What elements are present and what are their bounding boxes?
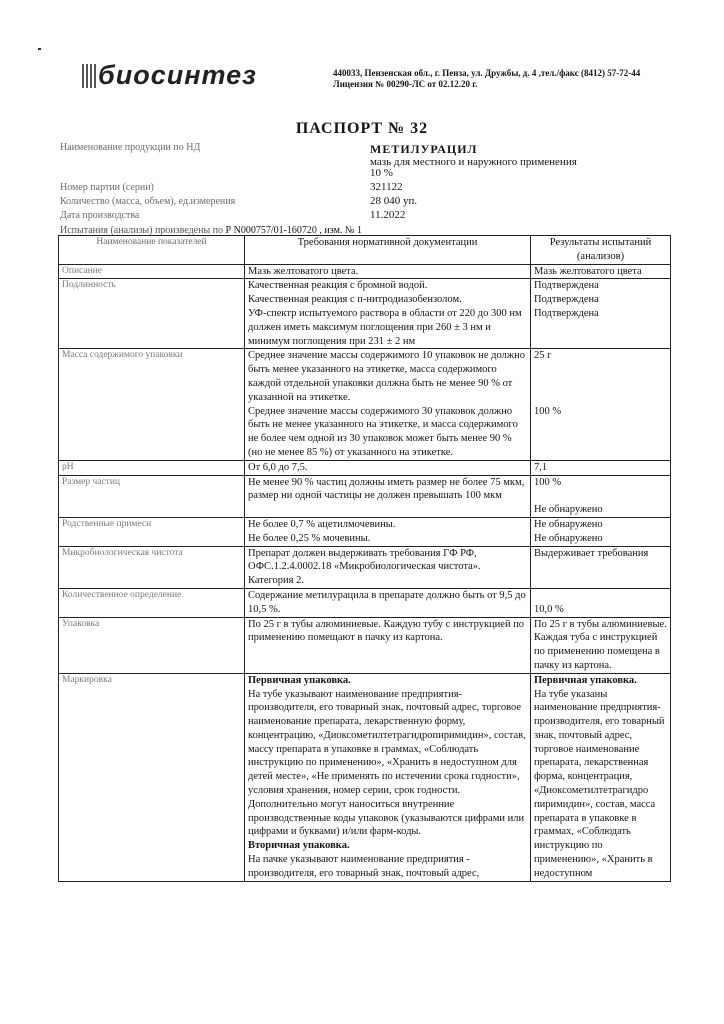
table-row <box>59 349 671 460</box>
result-cell <box>531 475 671 517</box>
indicator-name: Микробиологическая чистота <box>59 546 245 588</box>
product-name: МЕТИЛУРАЦИЛ <box>370 142 478 156</box>
result-cell <box>531 588 671 617</box>
company-license: Лицензия № 00290-ЛС от 02.12.20 г. <box>333 79 478 89</box>
result-text: Подтверждена <box>534 294 599 306</box>
table-row <box>59 588 671 617</box>
company-logo <box>98 60 257 91</box>
requirement-cell <box>245 546 531 588</box>
requirement-text: Качественная реакция с п-нитродиазобензолом. <box>248 294 462 306</box>
requirement-subheading: Первичная упаковка. <box>248 674 351 686</box>
requirement-cell <box>245 264 531 279</box>
result-cell <box>531 617 671 673</box>
column-header-indicator: Наименование показателей <box>59 236 245 265</box>
requirement-cell <box>245 588 531 617</box>
tests-prefix: Испытания (анализы) произведены по <box>60 225 224 236</box>
quantity-label: Количество (масса, объем), ед.измерения <box>60 196 236 207</box>
table-header-row <box>59 236 671 265</box>
requirement-text: Качественная реакция с бромной водой. <box>248 280 428 292</box>
requirement-text: Не более 0,25 % мочевины. <box>248 532 371 544</box>
result-text: 100 % <box>534 476 562 488</box>
quantity-value: 28 040 уп. <box>370 195 418 207</box>
batch-value: 321122 <box>370 181 403 193</box>
result-cell <box>531 673 671 881</box>
requirement-text: Не менее 90 % частиц должны иметь размер не более 75 мкм, размер ни одной частицы не должен превышать 100 мкм <box>248 476 525 502</box>
column-header-requirements: Требования нормативной документации <box>245 236 531 265</box>
requirement-text: На тубе указывают наименование предприятия-производителя, его товарный знак, почтовый адрес, торговое наименование препарата, лекарственную форму, концентрацию, «Диоксометилтетрагидропиримидин», состав, массу препарата в упаковке в граммах, «Соблюдать инструкцию по применению», «Хранить в недоступном для детей месте», «Не применять по истечении срока годности», условия хранения, номер серии, срок годности. <box>248 688 526 797</box>
result-text: Не обнаружено <box>534 504 603 516</box>
table-row <box>59 475 671 517</box>
result-text: По 25 г в тубы алюминиевые. Каждая туба с инструкцией по применению помещена в пачку из картона. <box>534 618 667 671</box>
indicator-name: Масса содержимого упаковки <box>59 349 245 460</box>
requirement-text: Препарат должен выдерживать требования ГФ РФ, ОФС.1.2.4.0002.18 «Микробиологическая чистота». Категория 2. <box>248 547 481 587</box>
table-row <box>59 460 671 475</box>
column-header-results: Результаты испытаний (анализов) <box>531 236 671 265</box>
production-date-label: Дата производства <box>60 210 140 221</box>
result-cell <box>531 517 671 546</box>
result-cell <box>531 349 671 460</box>
result-subheading: Первичная упаковка. <box>534 674 637 686</box>
requirement-text: Среднее значение массы содержимого 10 упаковок не должно быть менее указанного на этикетке, масса содержимого каждой отдельной упаковки должна быть не менее 90 % от указанной на этикетке. <box>248 350 525 403</box>
indicator-name: Маркировка <box>59 673 245 881</box>
requirement-text: От 6,0 до 7,5. <box>248 461 308 473</box>
indicator-name: Количественное определение <box>59 588 245 617</box>
requirement-text: Дополнительно могут наноситься внутренние производственные коды упаковок (указываются цифрами или цифрами и буквами) и/или фарм-коды. <box>248 798 525 838</box>
company-address: 440033, Пензенская обл., г. Пенза, ул. Дружбы, д. 4 ,тел./факс (8412) 57-72-44 <box>333 68 641 78</box>
batch-label: Номер партии (серии) <box>60 182 154 193</box>
requirement-text: По 25 г в тубы алюминиевые. Каждую тубу с инструкцией по применению помещают в пачку из картона. <box>248 618 525 644</box>
company-address-block <box>333 68 693 90</box>
requirement-text: Мазь желтоватого цвета. <box>248 265 359 277</box>
requirement-text: Среднее значение массы содержимого 30 упаковок должно быть не менее указанного на этикетке, и масса содержимого не более чем одной из 30 упаковок может быть менее 90 % (но не менее 85 %) от указанного на этикетке. <box>248 405 518 458</box>
requirement-text: Содержание метилурацила в препарате должно быть от 9,5 до 10,5 %. <box>248 589 526 615</box>
result-cell <box>531 546 671 588</box>
product-name-label: Наименование продукции по НД <box>60 142 201 153</box>
result-text: 25 г <box>534 350 552 362</box>
requirement-cell <box>245 349 531 460</box>
result-text: Подтверждена <box>534 307 599 319</box>
requirement-text: На пачке указывают наименование предприятия - производителя, его товарный знак, почтовый адрес, <box>248 854 480 879</box>
tests-doc-ref: Р N000757/01-160720 , изм. № 1 <box>225 225 362 236</box>
indicator-name: Упаковка <box>59 617 245 673</box>
result-cell <box>531 279 671 349</box>
company-name: биосинтез <box>98 60 257 90</box>
requirement-text: УФ-спектр испытуемого раствора в области от 220 до 300 нм должен иметь максимум поглощения при 260 ± 3 нм и минимум поглощения при 231 ± 2 нм <box>248 307 522 347</box>
result-text: 100 % <box>534 405 562 417</box>
result-text: 7,1 <box>534 461 548 473</box>
table-row <box>59 279 671 349</box>
requirement-cell <box>245 279 531 349</box>
result-text: Не обнаружено <box>534 532 603 544</box>
requirement-text: Не более 0,7 % ацетилмочевины. <box>248 518 396 530</box>
indicator-name: Описание <box>59 264 245 279</box>
result-cell <box>531 264 671 279</box>
table-row <box>59 546 671 588</box>
table-row <box>59 264 671 279</box>
result-text: 10,0 % <box>534 603 564 615</box>
page-title: ПАСПОРТ № 32 <box>295 120 429 137</box>
indicator-name: Подлинность <box>59 279 245 349</box>
requirement-cell <box>245 475 531 517</box>
result-text: Мазь желтоватого цвета <box>534 265 642 277</box>
result-text: На тубе указаны наименование предприятия-производителя, его товарный знак, почтовый адрес, торговое наименование препарата, лекарственная форма, концентрация, «Диоксометилтетрагидро пиримидин», состав, масса препарата в упаковке в граммах, «Соблюдать инструкцию по применению», «Хранить в недоступном <box>534 688 665 879</box>
scan-speck <box>38 48 41 50</box>
requirement-cell <box>245 460 531 475</box>
product-percent: 10 % <box>370 167 393 179</box>
indicator-name: Родственные примеси <box>59 517 245 546</box>
requirement-cell <box>245 517 531 546</box>
production-date-value: 11.2022 <box>370 209 406 221</box>
requirement-cell <box>245 617 531 673</box>
table-row <box>59 517 671 546</box>
result-cell <box>531 460 671 475</box>
product-description: мазь для местного и наружного применения <box>370 156 577 168</box>
result-text: Подтверждена <box>534 280 599 292</box>
table-row <box>59 673 671 881</box>
requirement-subheading: Вторичная упаковка. <box>248 840 350 852</box>
indicator-name: Размер частиц <box>59 475 245 517</box>
result-text: Не обнаружено <box>534 518 603 530</box>
logo-mark-icon <box>82 64 98 88</box>
table-row <box>59 617 671 673</box>
result-text: Выдерживает требования <box>534 547 649 559</box>
passport-table <box>58 235 671 882</box>
indicator-name: рН <box>59 460 245 475</box>
requirement-cell <box>245 673 531 881</box>
